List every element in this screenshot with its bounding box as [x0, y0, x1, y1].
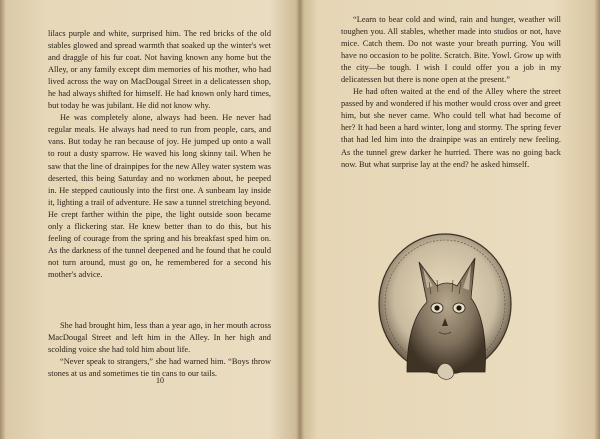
right-page [301, 0, 600, 439]
paragraph: He was completely alone, always had been. He never had regular meals. He always had need to run from people, cars, and vans. But today he ran because of joy. He jumped up onto a wall to rout a dusty sparrow. He waved his long skinny tail. When he saw that the line of drainpipes for the new Alley water system was deserted, this being Saturday and no workmen about, he peeped in. He stepped cautiously into the first one. A sunbeam lay inside it, lighting a trail of adventure. He saw a tunnel stretching beyond. He crept farther within the pipe, the light outside soon became only a flickering star. He knew better than to do this, but his feeling of courage from the spring and his breakfast sped him on. As the darkness of the tunnel deepened and he found that he could not turn around, must go on, he remembered for a second his mother's advice. [48, 113, 271, 279]
left-page-text-top [48, 28, 271, 281]
paragraph: lilacs purple and white, surprised him. The red bricks of the old stables glowed and spread warmth that soaked up the winter's wet and draggle of his fur coat. Not having known any home but the Alley, or any family except dim memories of his mother, who had lived across the way on MacDougal Street in a delicatessen shop, he had always shifted for himself. He had known only hard times, but today he was jubilant. He did not know why. [48, 29, 271, 111]
paragraph: “Never speak to strangers,” she had warned him. “Boys throw stones at us and sometimes tie tin cans to our tails. [48, 357, 271, 379]
cat-pupil-left [434, 305, 439, 310]
paragraph: He had often waited at the end of the Alley where the street passed by and wondered if his mother would cross over and greet him, but she never came. Who could tell what had become of her? It had been a hard winter, long and stormy. The spring fever that had led him into the drainpipe was an entirely new feeling. As the tunnel grew darker he hurried. There was no going back now. But what surprise lay at the end? he asked himself. [341, 87, 561, 169]
paragraph: “Learn to bear cold and wind, rain and hunger, weather will toughen you. All stables, whether made into studios or not, have mice. Catch them. Do not waste your breath purring. You will have no occasion to be polite. Scratch. Bite. Yowl. Grow up with the city—be tough. I wish I could offer you a job in my delicatessen but there is none open at the present.” [341, 15, 561, 85]
right-page-text [341, 14, 561, 171]
cat-pupil-right [456, 305, 461, 310]
left-page-text-bottom [48, 320, 271, 380]
page-number: 10 [156, 376, 164, 385]
cat-in-drainpipe-illustration [367, 222, 517, 402]
paragraph: She had brought him, less than a year ago, in her mouth across MacDougal Street and left him in the Alley. In her high and scolding voice she had told him about life. [48, 321, 271, 355]
left-page [0, 0, 299, 439]
